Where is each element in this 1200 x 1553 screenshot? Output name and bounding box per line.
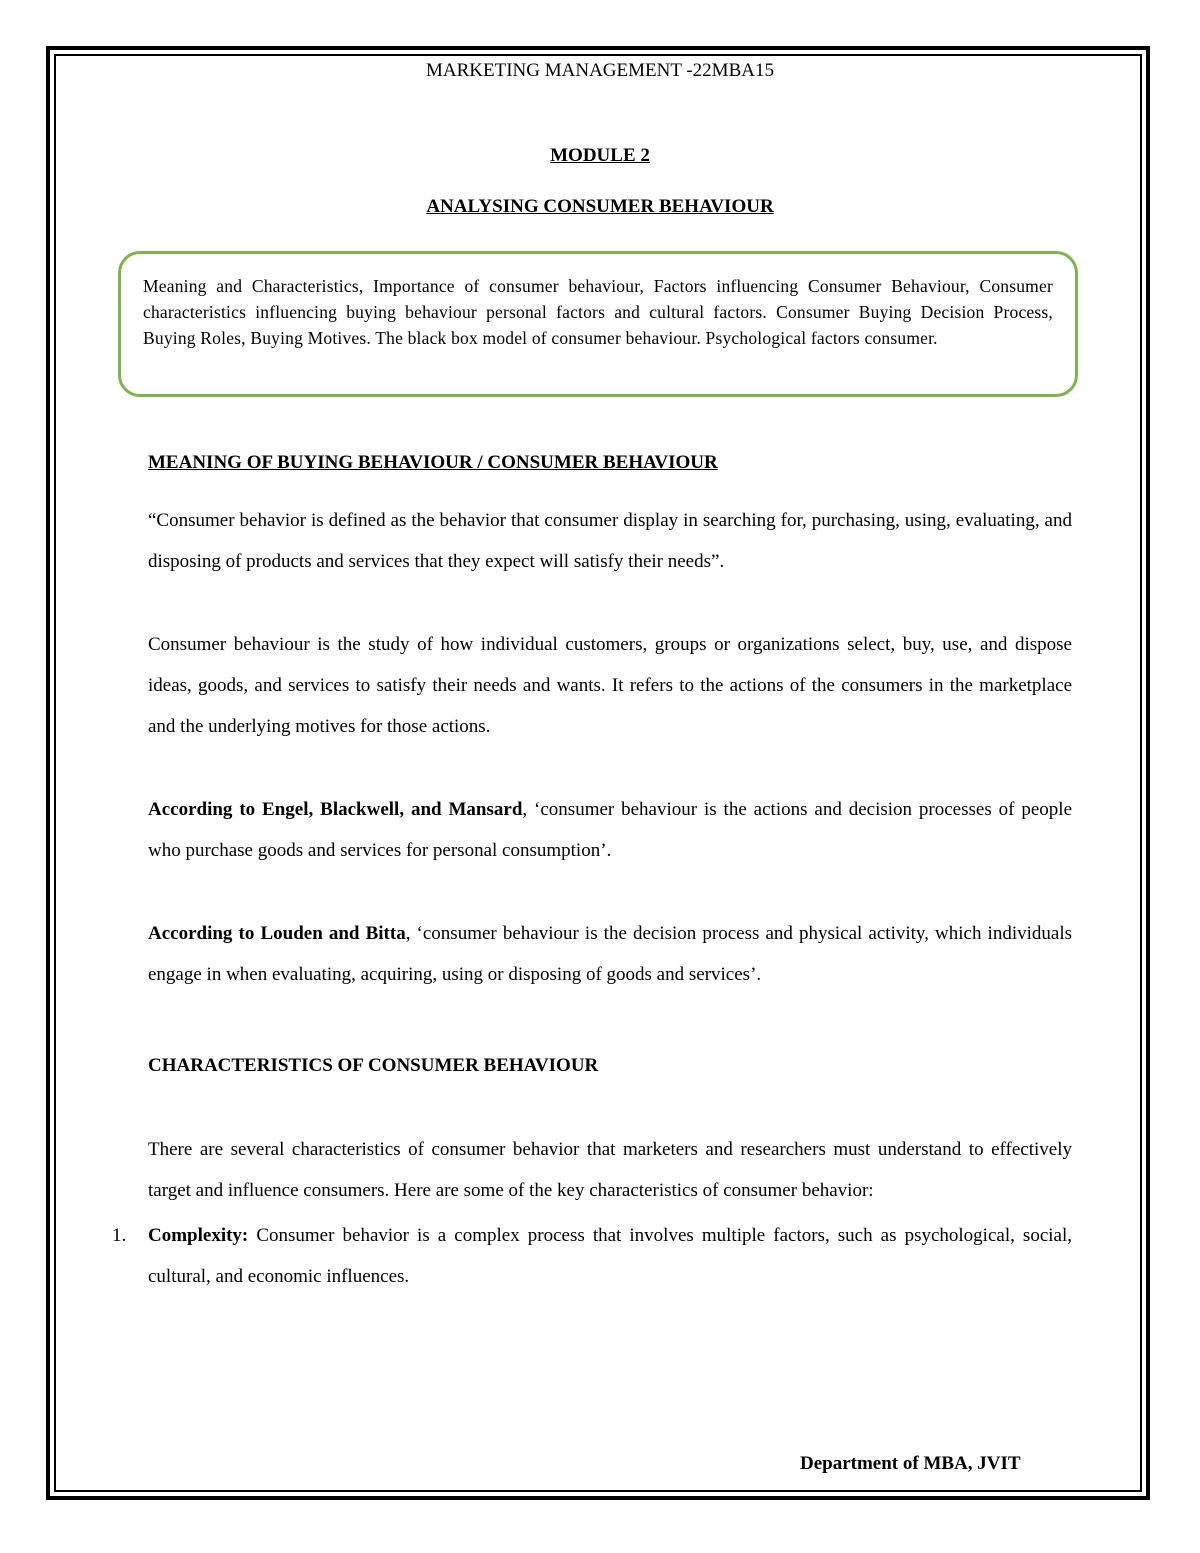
engel-text: , ‘consumer behaviour is the actions and decision processes of people who purchase goods and services for personal consumption’. [148,799,1072,861]
list-item-term: Complexity: [148,1225,249,1246]
main-content [112,448,1072,1297]
module-label: MODULE 2 [550,145,650,166]
definition-quote: “Consumer behavior is defined as the behavior that consumer display in searching for, purchasing, using, evaluating, and disposing of products and services that they expect will satisfy their needs”. [148,510,1072,572]
louden-definition [148,913,1072,995]
list-item-text [148,1215,1072,1297]
louden-text: , ‘consumer behaviour is the decision process and physical activity, which individuals engage in when evaluating, acquiring, using or disposing of goods and services’. [148,923,1072,985]
list-item [112,1215,1072,1297]
louden-citation: According to Louden and Bitta [148,923,406,944]
characteristics-intro: There are several characteristics of consumer behavior that marketers and researchers must understand to effectively target and influence consumers. Here are some of the key characteristics of consumer behavior: [148,1139,1072,1201]
engel-citation: According to Engel, Blackwell, and Mansard [148,799,523,820]
module-title: ANALYSING CONSUMER BEHAVIOUR [426,196,774,217]
syllabus-text: Meaning and Characteristics, Importance of consumer behaviour, Factors influencing Consumer Behaviour, Consumer characteristics influencing buying behaviour personal factors and cultural factors. Consumer Buying Decision Process, Buying Roles, Buying Motives. The black box model of consumer behaviour. Psychological factors consumer. [143,276,1053,348]
definition-paragraph: Consumer behaviour is the study of how individual customers, groups or organizations select, buy, use, and dispose ideas, goods, and services to satisfy their needs and wants. It refers to the actions of the consumers in the marketplace and the underlying motives for those actions. [148,634,1072,737]
characteristics-heading: CHARACTERISTICS OF CONSUMER BEHAVIOUR [148,1055,599,1076]
course-header: MARKETING MANAGEMENT -22MBA15 [426,60,774,81]
engel-definition [148,789,1072,871]
list-item-number: 1. [112,1225,127,1246]
meaning-heading: MEANING OF BUYING BEHAVIOUR / CONSUMER BEHAVIOUR [148,452,718,473]
footer-department: Department of MBA, JVIT [800,1453,1021,1474]
list-item-description: Consumer behavior is a complex process that involves multiple factors, such as psychological, social, cultural, and economic influences. [148,1225,1072,1287]
syllabus-box [118,251,1078,397]
